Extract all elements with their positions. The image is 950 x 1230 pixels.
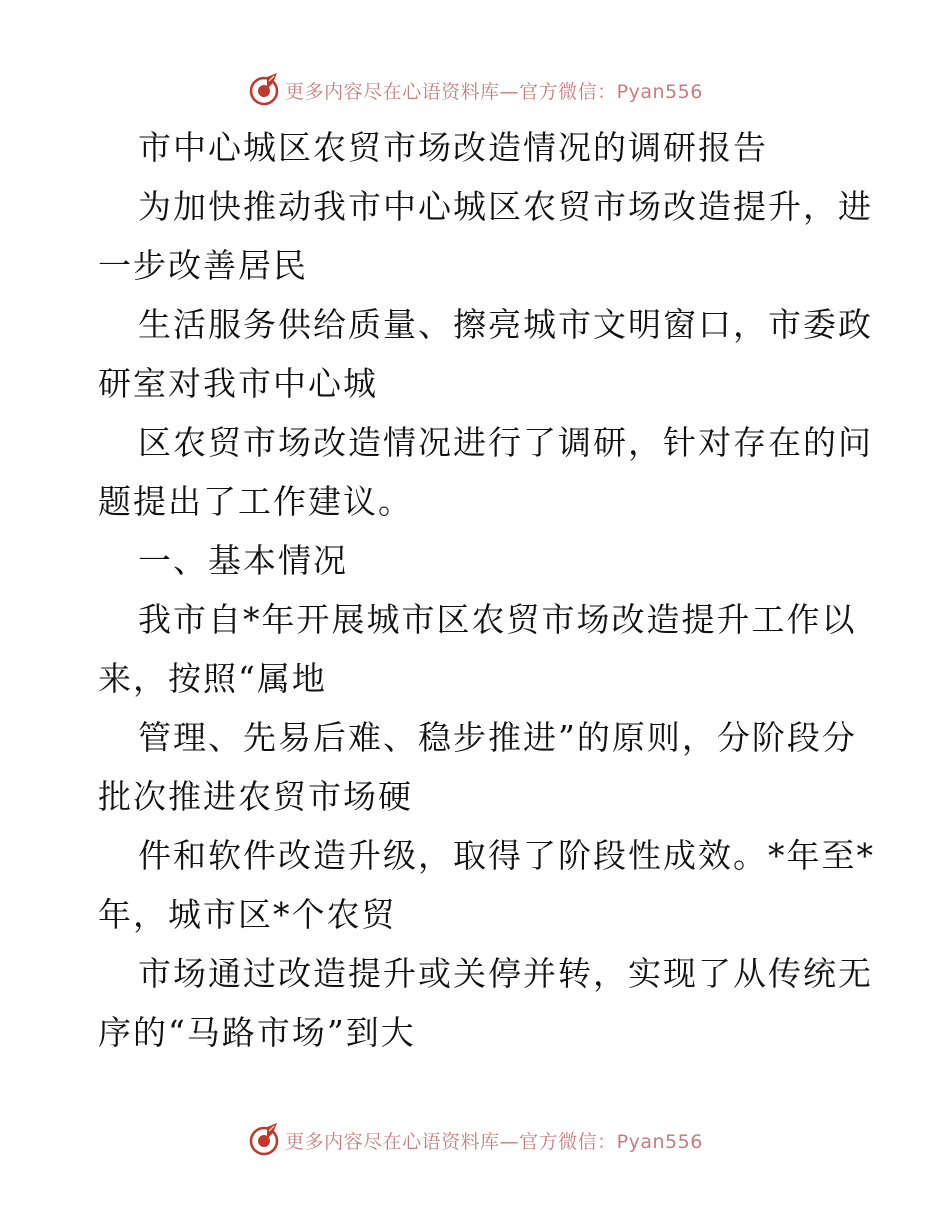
watermark-text: 更多内容尽在心语资料库—官方微信：Pyan556 <box>285 80 703 103</box>
document-title: 市中心城区农贸市场改造情况的调研报告 <box>138 128 768 167</box>
paragraph-line: 管理、先易后难、稳步推进”的原则，分阶段分 <box>138 718 857 757</box>
paragraph-line: 一步改善居民 <box>98 246 308 285</box>
paragraph-line: 为加快推动我市中心城区农贸市场改造提升，进 <box>138 187 873 226</box>
footer-watermark <box>0 1120 950 1160</box>
paragraph-line: 题提出了工作建议。 <box>98 482 413 521</box>
paragraph-line: 我市自*年开展城市区农贸市场改造提升工作以 <box>138 600 857 639</box>
pen-logo-icon <box>247 73 281 107</box>
paragraph-line: 序的“马路市场”到大 <box>98 1013 416 1052</box>
paragraph-line: 件和软件改造升级，取得了阶段性成效。*年至* <box>138 836 875 875</box>
paragraph-line: 生活服务供给质量、擦亮城市文明窗口，市委政 <box>138 305 873 344</box>
paragraph-line: 批次推进农贸市场硬 <box>98 777 413 816</box>
paragraph-line: 市场通过改造提升或关停并转，实现了从传统无 <box>138 954 873 993</box>
watermark-text: 更多内容尽在心语资料库—官方微信：Pyan556 <box>285 1130 703 1153</box>
paragraph-line: 区农贸市场改造情况进行了调研，针对存在的问 <box>138 423 873 462</box>
paragraph-line: 研室对我市中心城 <box>98 364 378 403</box>
header-watermark <box>0 70 950 110</box>
paragraph-line: 来，按照“属地 <box>98 659 327 698</box>
pen-logo-icon <box>247 1123 281 1157</box>
document-body <box>98 118 875 1062</box>
section-heading: 一、基本情况 <box>138 541 348 580</box>
paragraph-line: 年，城市区*个农贸 <box>98 895 397 934</box>
